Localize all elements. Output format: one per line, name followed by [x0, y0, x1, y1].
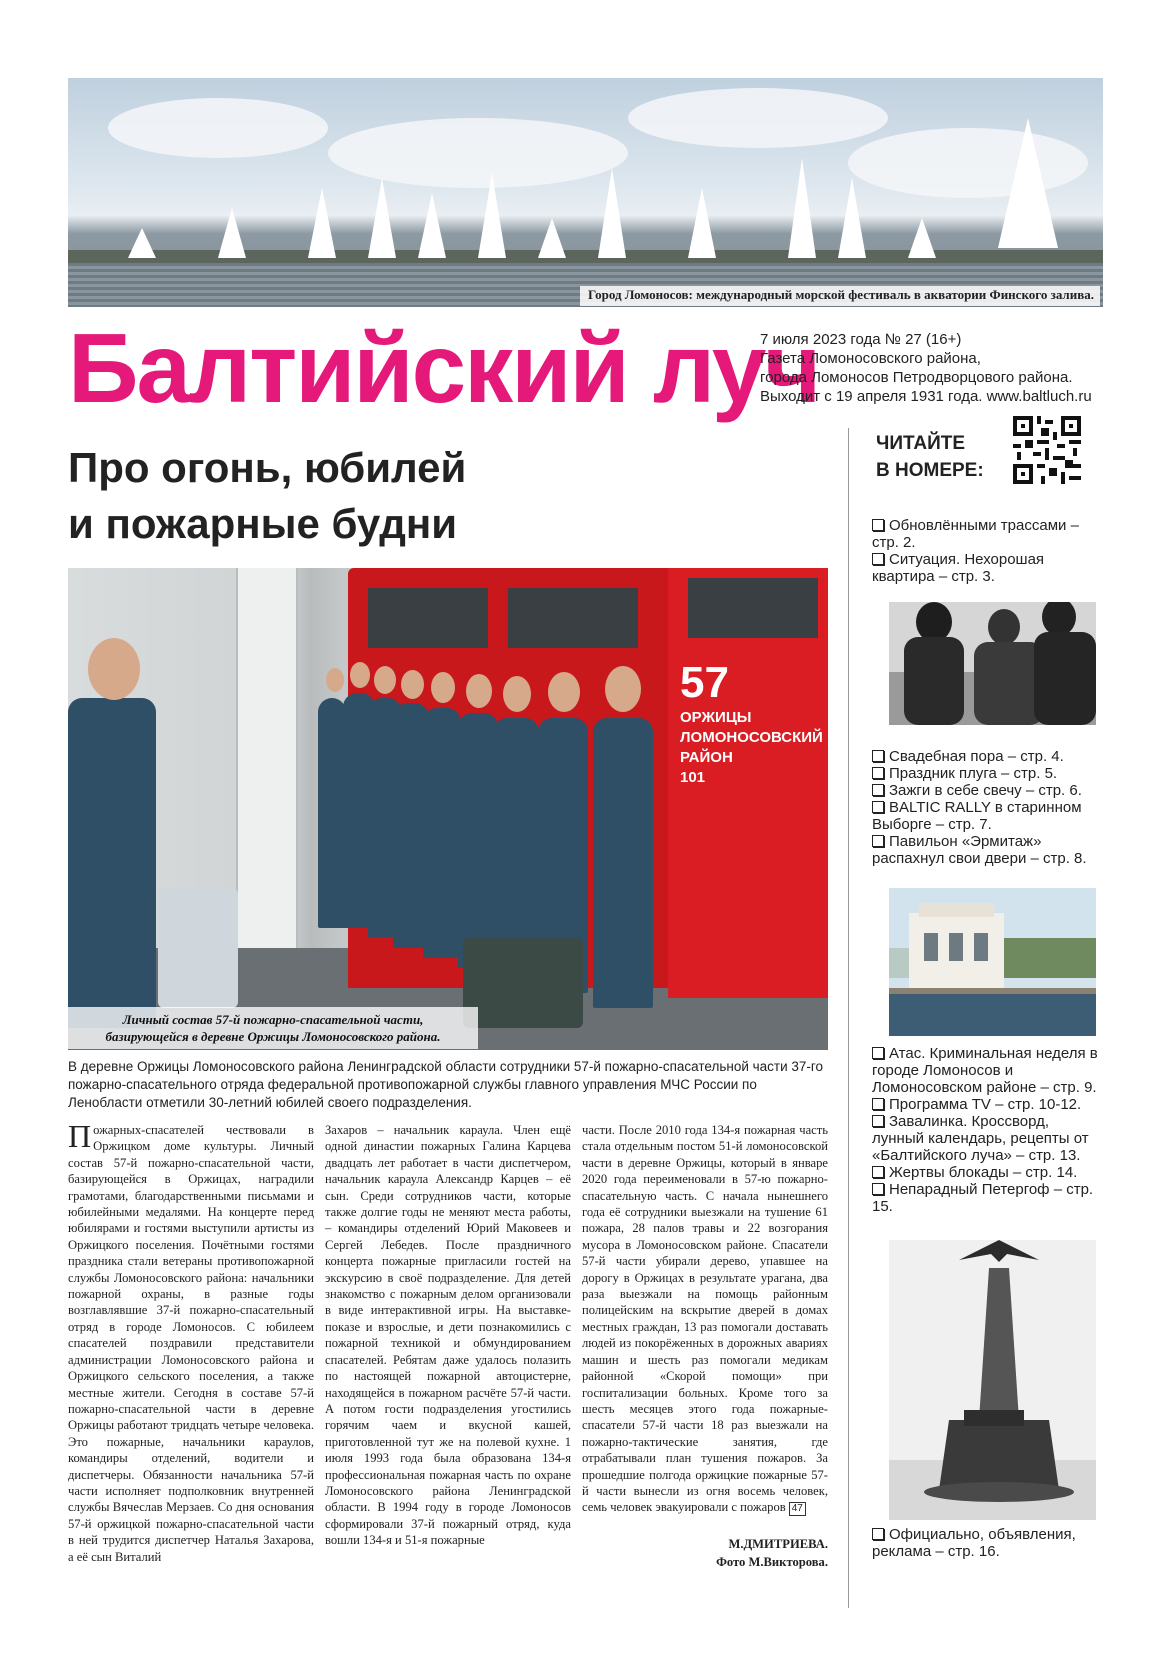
list-item: Жертвы блокады – стр. 14.	[872, 1164, 1102, 1181]
in-this-issue-list-4	[872, 1526, 1102, 1560]
checkbox-icon	[872, 1183, 884, 1195]
photo-credit: Фото М.Викторова.	[716, 1555, 828, 1569]
list-item: Официально, объявления, реклама – стр. 16.	[872, 1526, 1076, 1560]
checkbox-icon	[872, 1098, 884, 1110]
list-item: Павильон «Эрмитаж» распахнул свои двери – стр. 8.	[872, 833, 1087, 867]
list-item: BALTIC RALLY в старинном Выборге – стр. 7.	[872, 799, 1082, 833]
checkbox-icon	[872, 784, 884, 796]
list-item: Завалинка. Кроссворд, лунный календарь, рецепты от «Балтийского луча» – стр. 13.	[872, 1113, 1089, 1164]
article-headline	[68, 440, 828, 552]
list-item: Праздник плуга – стр. 5.	[872, 765, 1102, 782]
checkbox-icon	[872, 835, 884, 847]
article-column-1: Пожарных-спасателей чествовали в Оржицком доме культуры. Личный состав 57-й пожарно-спасательной части, базирующейся в Оржицах, наградили грамотами, благодарственными письмами и юбилейными медалями. На концерте перед юбилярами и гостями выступили артисты из Оржицкого поселения. Почётными гостями праздника стали ветераны противопожарной службы Ломоносовского района: начальники пожарной охраны, в разные годы возглавлявшие 37-й пожарно-спасательный отряд в городе Ломоносов. С юбилеем спасателей поздравили представители администрации Ломоносовского района и Оржицкого сельского поселения, а также местные жители. Сегодня в составе 57-й пожарно-спасательной части в деревне Оржицы работают тридцать четыре человека. Это пожарные, начальники караулов, командиры отделений, водители и диспетчеры. Обязанности начальника 57-й части исполняет подполковник внутренней службы Вячеслав Мерзаев. Со дня основания 57-й оржицкой пожарно-спасательной части в ней трудится диспетчер Наталья Захарова, а её сын Виталий	[68, 1118, 314, 1564]
list-item: Свадебная пора – стр. 4.	[872, 748, 1102, 765]
checkbox-icon	[872, 767, 884, 779]
list-item: Зажги в себе свечу – стр. 6.	[872, 782, 1102, 799]
truck-lettering: ОРЖИЦЫ ЛОМОНОСОВСКИЙ РАЙОН 101	[680, 709, 823, 786]
rail-photo-monument	[889, 1240, 1096, 1520]
banner-photo	[68, 78, 1103, 307]
main-article-photo	[68, 568, 828, 1050]
headline-line-2: и пожарные будни	[68, 500, 458, 547]
author: М.ДМИТРИЕВА.	[728, 1537, 828, 1551]
in-this-issue-list-2	[872, 748, 1102, 867]
checkbox-icon	[872, 519, 884, 531]
list-item: Ситуация. Нехорошая квартира – стр. 3.	[872, 551, 1045, 585]
rail-divider	[848, 428, 849, 1608]
in-this-issue-title: ЧИТАЙТЕ В НОМЕРЕ:	[876, 433, 984, 481]
article-column-3-text: части. После 2010 года 134-я пожарная часть стала отдельным постом 51-й ломоносовской части в деревне Оржицы, который в январе 2020 года переименовали в 57-ю пожарно-спасательную часть. С начала нынешнего года её сотрудники выезжали на тушение 61 пожара, 28 палов травы и 22 возгорания мусора в Ломоносовском районе. Спасатели 57-й части убирали дерево, упавшее на дорогу в Оржицах в результате урагана, два раза выезжали на помощь районным полицейским на вскрытие дверей в домах местных граждан, 13 раз помогали доставать людей из покорёженных в дорожных авариях машин и шесть раз помогали медикам районной «Скорой помощи» при госпитализации больных. Кроме того за шесть месяцев этого года пожарные-спасатели 57-й части 18 раз выезжали на пожарно-тактические занятия, где отрабатывали план тушения пожаров. За прошедшие полгода оржицкие пожарные 57-й части вынесли из огня восемь человек, семь человек эвакуировали с пожаров	[582, 1123, 828, 1515]
checkbox-icon	[872, 750, 884, 762]
issue-date-number: 7 июля 2023 года № 27 (16+)	[760, 331, 962, 348]
checkbox-icon	[872, 801, 884, 813]
issue-info	[760, 330, 1105, 406]
photo-caption: Личный состав 57-й пожарно-спасательной части, базирующейся в деревне Оржицы Ломоносовского района.	[68, 1007, 478, 1049]
banner-caption: Город Ломоносов: международный морской фестиваль в акватории Финского залива.	[580, 286, 1100, 306]
headline-line-1: Про огонь, юбилей	[68, 444, 467, 491]
truck-number: 57	[680, 658, 729, 707]
checkbox-icon	[872, 1047, 884, 1059]
checkbox-icon	[872, 553, 884, 565]
checkbox-icon	[872, 1166, 884, 1178]
list-item: Атас. Криминальная неделя в городе Ломоносов и Ломоносовском районе – стр. 9.	[872, 1045, 1098, 1096]
list-item: Непарадный Петергоф – стр. 15.	[872, 1181, 1094, 1215]
article-column-3	[582, 1122, 828, 1516]
in-this-issue-list-3	[872, 1045, 1102, 1215]
end-mark: 47	[789, 1502, 806, 1516]
byline	[582, 1535, 828, 1571]
list-item: Обновлёнными трассами – стр. 2.	[872, 517, 1079, 551]
article-lead: В деревне Оржицы Ломоносовского района Ленинградской области сотрудники 57-й пожарно-спасательной части 37-го пожарно-спасательного отряда федеральной противопожарной службы главного управления МЧС России по Ленобласти отметили 30-летний юбилей своего подразделения.	[68, 1059, 824, 1110]
rail-photo-police	[889, 602, 1096, 725]
list-item: Программа TV – стр. 10-12.	[872, 1096, 1102, 1113]
qr-code-icon	[1013, 416, 1081, 484]
publisher-line-1: Газета Ломоносовского района,	[760, 350, 981, 367]
publisher-line-2: города Ломоносов Петродворцового района.	[760, 369, 1073, 386]
masthead-title: Балтийский луч	[68, 313, 820, 423]
rail-photo-hermitage-pavilion	[889, 888, 1096, 1036]
since-and-website: Выходит с 19 апреля 1931 года. www.baltluch.ru	[760, 388, 1092, 405]
in-this-issue-list-1	[872, 517, 1102, 585]
checkbox-icon	[872, 1115, 884, 1127]
article-column-2: Захаров – начальник караула. Член ещё одной династии пожарных Галина Карцева двадцать лет работает в части диспетчером, начальник караула Александр Карцев – её сын. Среди сотрудников части, которые также долгие годы не меняют места работы, – командиры отделений Юрий Маковеев и Сергей Лебедев. После праздничного концерта пожарные пригласили гостей на экскурсию в своё подразделение. Для детей знакомство с пожарным делом организовали в виде интерактивной игры. На выставке-показе и взрослые, и дети познакомились с пожарной техникой и обмундированием спасателей. Ребятам даже удалось полазить по настоящей пожарной автоцистерне, находящейся в пожарном расчёте 57-й части. А потом гости подразделения угостились горячим чаем и вкусной кашей, приготовленной тут же на полевой кухне. 1 июля 1993 года была образована 134-я профессиональная пожарная часть по охране Ломоносовского района Ленинградской области. В 1994 году в городе Ломоносов сформировали 37-й пожарный отряд, куда вошли 134-я и 51-я пожарные	[325, 1123, 571, 1548]
checkbox-icon	[872, 1528, 884, 1540]
